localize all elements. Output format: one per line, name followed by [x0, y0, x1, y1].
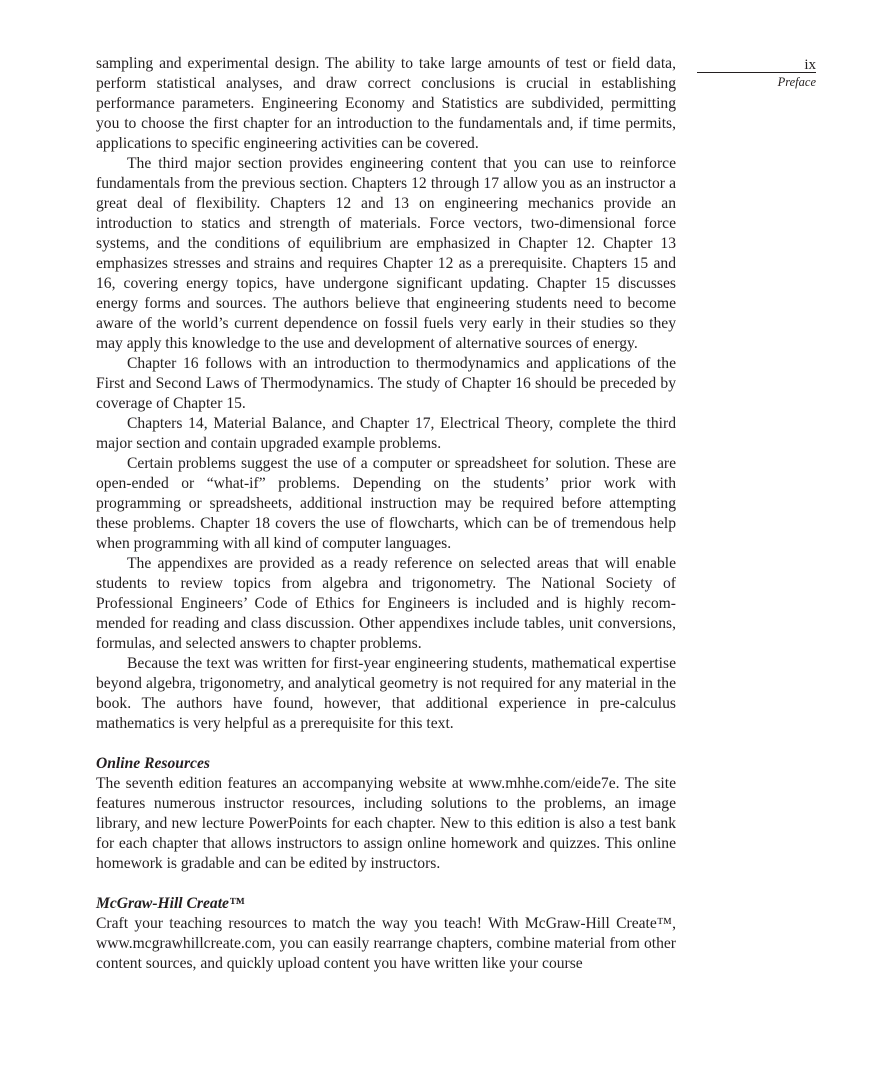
- paragraph-statistics-continued: sampling and experimental design. The ability to take large amounts of test or field data, perform statistical analyses, and draw correct conclusions is crucial in establishing performance parameters. Engineering Economy and Statistics are subdivided, permitting you to choose the first chapter for an introduction to the fundamentals and, if time permits, applications to specific engineering activities can be covered.: [96, 55, 676, 152]
- paragraph-computer-problems: Certain problems suggest the use of a computer or spreadsheet for solution. These are open-ended or “what-if” problems. Depending on the students’ prior work with programming or spreadsheets, additional instruction may be required before attempting these problems. Chapter 18 covers the use of flowcharts, which can be of tremendous help when programming with all kind of computer languages.: [96, 455, 676, 552]
- paragraph-appendixes: The appendixes are provided as a ready reference on selected areas that will enable students to review topics from algebra and trigonometry. The National Society of Professional Engineers’ Code of Ethics for Engineers is included and is highly recommended for reading and class discussion. Other appendixes include tables, unit conversions, formulas, and selected answers to chapter problems.: [96, 555, 676, 652]
- header-rule: [697, 72, 816, 73]
- paragraph-math-prerequisites: Because the text was written for first-year engineering students, mathematical expertise beyond algebra, trigonometry, and analytical geometry is not required for any material in the book. The authors have found, however, that additional experience in pre-calculus mathematics is very helpful as a prerequisite for this text.: [96, 655, 676, 732]
- page-number: ix: [804, 57, 816, 73]
- paragraph-third-section: The third major section provides engineering content that you can use to reinforce fundamentals from the previous section. Chapters 12 through 17 allow you as an instructor a great deal of flexibility. Chapters 12 and 13 on engineering mechanics provide an introduction to statics and strength of materials. Force vectors, two-dimensional force systems, and the conditions of equilibrium are emphasized in Chapter 12. Chapter 13 emphasizes stresses and strains and requires Chapter 12 as a prerequisite. Chapters 15 and 16, covering energy topics, have undergone significant updating. Chapter 15 discusses energy forms and sources. The authors believe that engineering students need to become aware of the world’s current dependence on fossil fuels very early in their studies so they may apply this knowledge to the use and development of alternative sources of energy.: [96, 155, 676, 352]
- running-head: Preface: [777, 75, 816, 89]
- section-heading-online-resources: Online Resources: [96, 755, 210, 772]
- paragraph-create: Craft your teaching resources to match the way you teach! With McGraw-Hill Create™, www.mcgrawhillcreate.com, you can easily rearrange chapters, combine material from other content sources, and quickly upload content you have written like your course: [96, 915, 676, 972]
- paragraph-online-resources: The seventh edition features an accompanying website at www.mhhe.com/eide7e. The site features numerous instructor resources, including solutions to the problems, an image library, and new lecture PowerPoints for each chapter. New to this edition is also a test bank for each chapter that allows instructors to assign online homework and quizzes. This online homework is gradable and can be edited by instructors.: [96, 775, 676, 872]
- body-text-column: [96, 54, 676, 974]
- paragraph-thermodynamics: Chapter 16 follows with an introduction to thermodynamics and applications of the First and Second Laws of Thermodynamics. The study of Chapter 16 should be preceded by coverage of Chapter 15.: [96, 355, 676, 412]
- paragraph-material-balance: Chapters 14, Material Balance, and Chapter 17, Electrical Theory, complete the third major section and contain upgraded example problems.: [96, 415, 676, 452]
- section-heading-create: McGraw-Hill Create™: [96, 895, 245, 912]
